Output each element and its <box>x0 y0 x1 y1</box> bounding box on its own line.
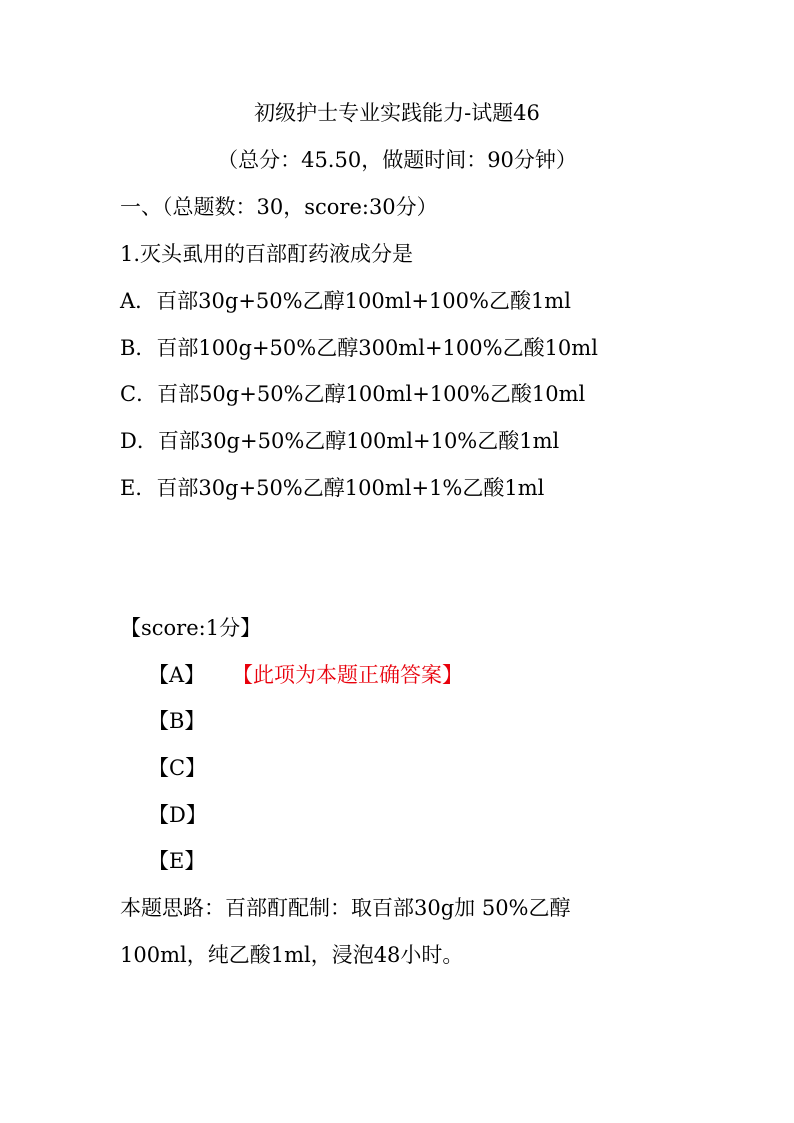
explanation-line-1: 本题思路：百部酊配制：取百部30g加 50%乙醇 <box>120 896 571 920</box>
page-subtitle: （总分：45.50，做题时间：90分钟） <box>217 148 577 172</box>
explanation-line-2: 100ml，纯乙酸1ml，浸泡48小时。 <box>120 943 464 967</box>
section-heading: 一、（总题数：30，score:30分） <box>120 195 438 219</box>
page-title: 初级护士专业实践能力-试题46 <box>254 101 540 125</box>
option-a: A．百部30g+50%乙醇100ml+100%乙酸1ml <box>120 289 571 313</box>
option-b: B．百部100g+50%乙醇300ml+100%乙酸10ml <box>120 336 598 360</box>
correct-answer-marker: 【此项为本题正确答案】 <box>232 663 463 687</box>
answer-choice-b-label: 【B】 <box>148 709 206 733</box>
answer-choice-e-label: 【E】 <box>148 849 206 873</box>
option-c: C．百部50g+50%乙醇100ml+100%乙酸10ml <box>120 382 586 406</box>
answer-choice-c-label: 【C】 <box>148 756 207 780</box>
option-d: D．百部30g+50%乙醇100ml+10%乙酸1ml <box>120 429 560 453</box>
question-stem: 1.灭头虱用的百部酊药液成分是 <box>120 242 414 266</box>
answer-choice-a-label: 【A】 <box>148 663 206 687</box>
answer-score: 【score:1分】 <box>120 616 262 640</box>
option-e: E．百部30g+50%乙醇100ml+1%乙酸1ml <box>120 476 545 500</box>
answer-choice-d-label: 【D】 <box>148 803 207 827</box>
